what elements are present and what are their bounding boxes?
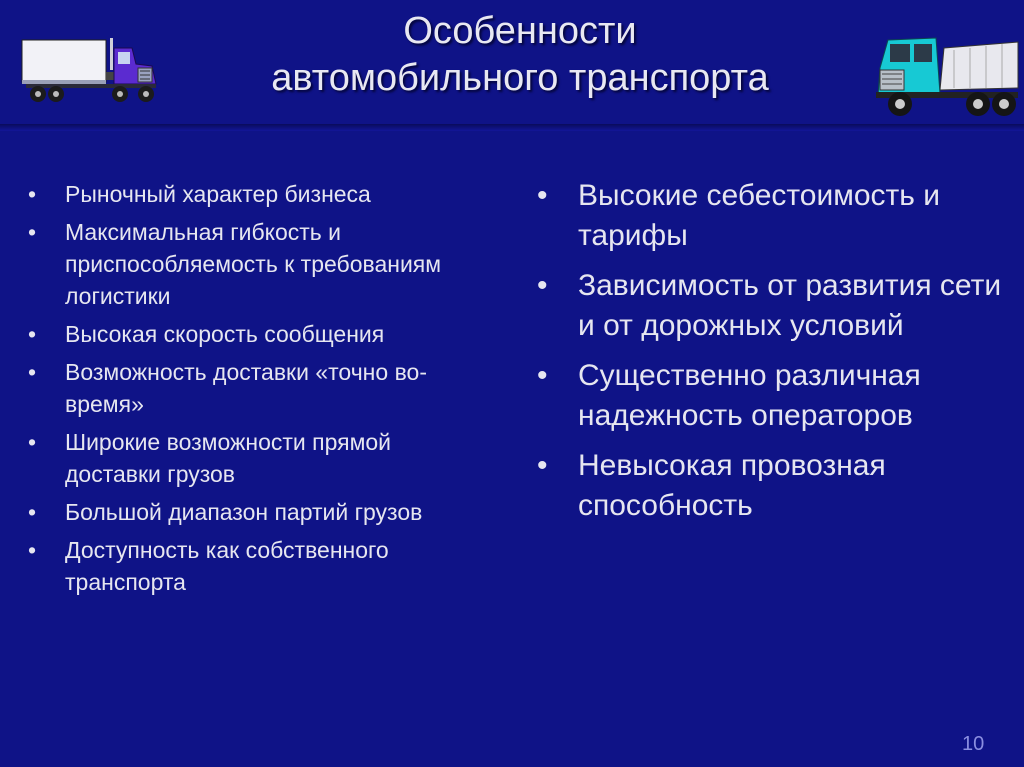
list-item [28,534,488,598]
list-item [537,176,1007,256]
bullet-marker: • [28,359,37,385]
list-item [28,426,488,490]
list-item-text: Доступность как собственного транспорта [65,537,389,595]
list-item-text: Высокие себестоимость и тарифы [578,179,940,252]
list-item [28,318,488,350]
bullet-marker: • [537,449,548,482]
bullet-marker: • [537,359,548,392]
bullet-marker: • [28,181,37,207]
list-item-text: Высокая скорость сообщения [65,321,385,347]
list-item-text: Максимальная гибкость и приспособляемость к требованиям логистики [65,219,442,309]
bullet-marker: • [28,219,37,245]
list-item-text: Невысокая провозная способность [578,449,886,522]
semi-truck-icon [20,34,162,108]
list-item-text: Большой диапазон партий грузов [65,499,423,525]
list-item-text: Рыночный характер бизнеса [65,181,371,207]
right-bullet-list [537,176,1007,536]
list-item-text: Зависимость от развития сети и от дорожных условий [578,269,1002,342]
bullet-marker: • [28,321,37,347]
list-item [28,356,488,420]
bullet-marker: • [28,429,37,455]
bullet-marker: • [537,179,548,212]
list-item-text: Широкие возможности прямой доставки грузов [65,429,392,487]
list-item [537,266,1007,346]
title-line-2: автомобильного транспорта [271,57,769,99]
bullet-marker: • [28,499,37,525]
list-item [537,446,1007,526]
bullet-marker: • [537,269,548,302]
title-divider [0,124,1024,131]
list-item [537,356,1007,436]
bullet-marker: • [28,537,37,563]
list-item [28,178,488,210]
title-line-1: Особенности [403,10,637,52]
dump-truck-icon [874,28,1020,120]
list-item [28,216,488,312]
slide-title [170,8,870,102]
list-item-text: Существенно различная надежность операторов [578,359,921,432]
left-bullet-list [28,178,488,604]
list-item [28,496,488,528]
list-item-text: Возможность доставки «точно во-время» [65,359,427,417]
page-number: 10 [962,733,985,755]
